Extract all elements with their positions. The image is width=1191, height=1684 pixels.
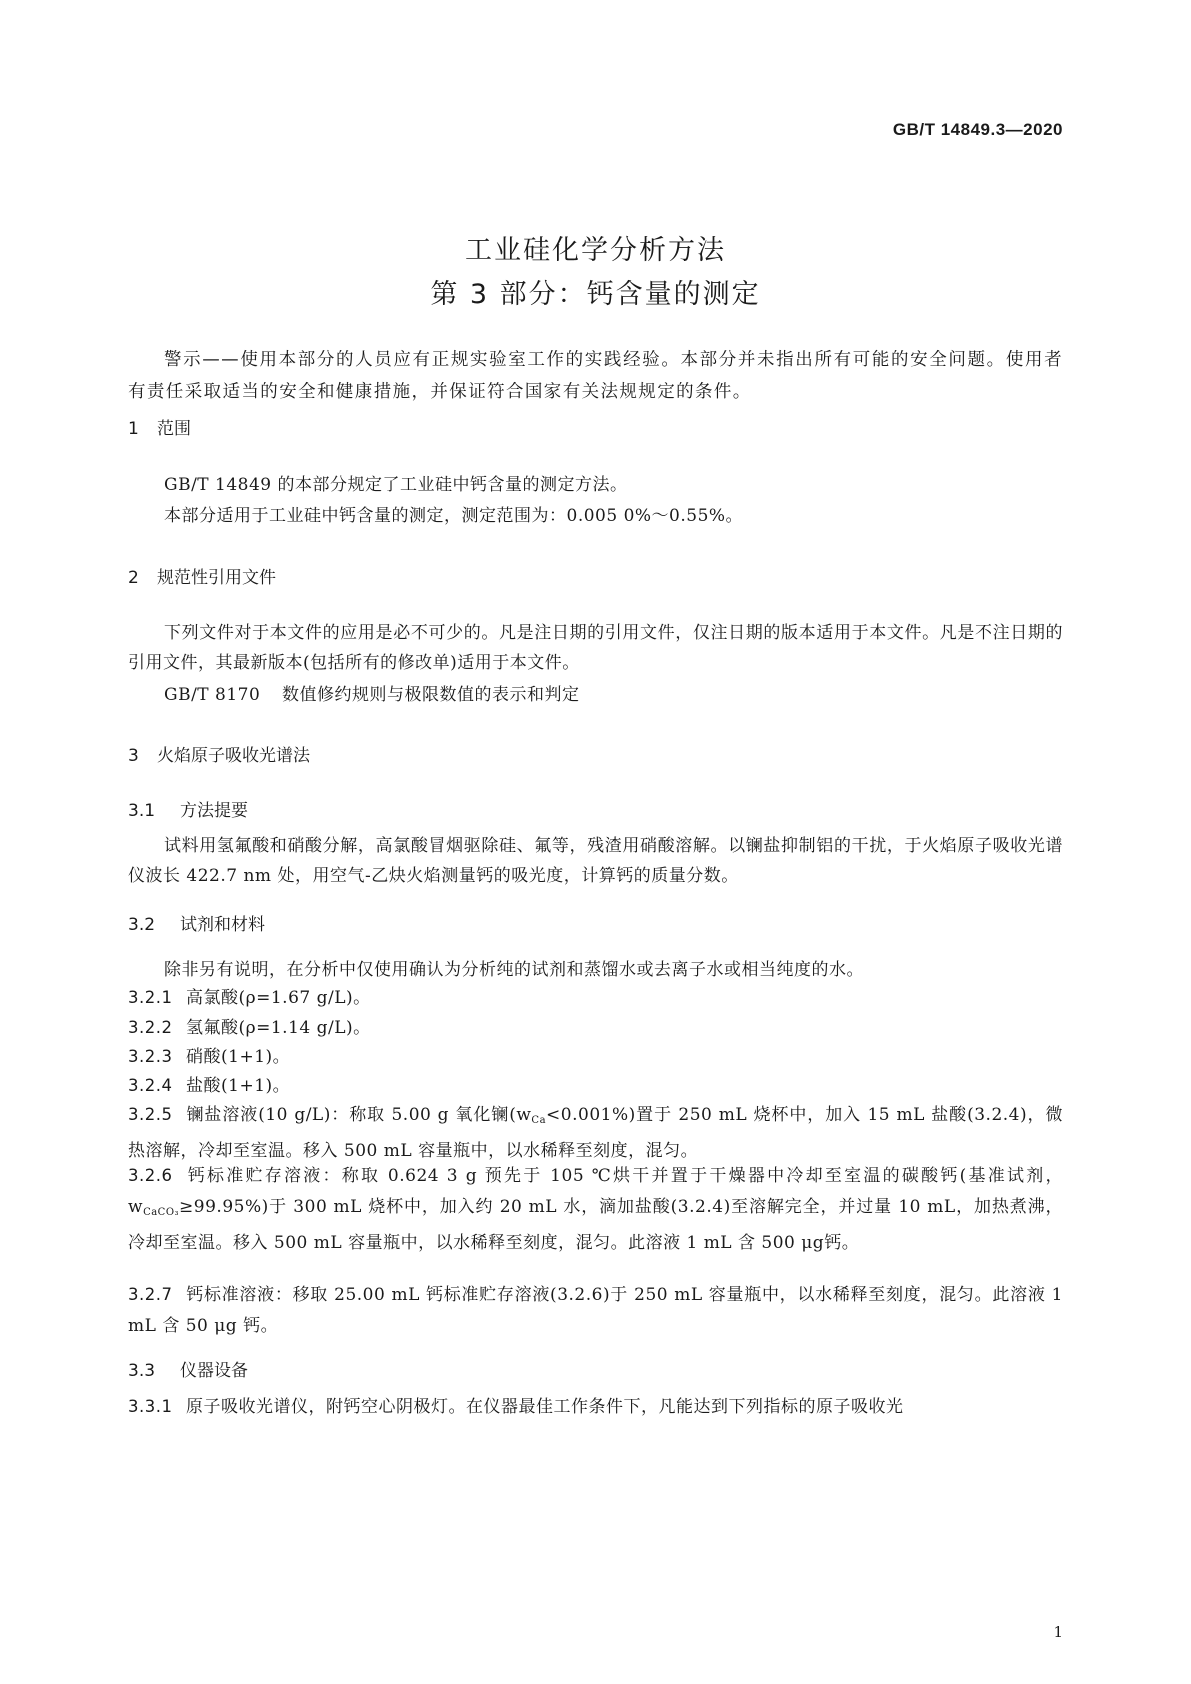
section-3-2-heading (128, 910, 265, 935)
item-text: 氢氟酸(ρ=1.14 g/L)。 (186, 1018, 371, 1038)
normative-reference (164, 680, 580, 705)
section-2-paragraph-1: 下列文件对于本文件的应用是必不可少的。凡是注日期的引用文件，仅注日期的版本适用于本文件。凡是不注日期的引用文件，其最新版本(包括所有的修改单)适用于本文件。 (128, 623, 1063, 673)
section-3-3-heading (128, 1356, 248, 1381)
item-text: 盐酸(1+1)。 (186, 1076, 291, 1096)
item-text-b: ≥99.95%)于 300 mL 烧杯中，加入约 20 mL 水，滴加盐酸(3.2.4)至溶解完全，并过量 10 mL，加热煮沸，冷却至室温。移入 500 mL 容量瓶中，以水稀释至刻度，混匀。此溶液 1 mL 含 500 μg钙。 (128, 1197, 1063, 1253)
section-number: 3.3 (128, 1361, 156, 1381)
section-title: 范围 (157, 419, 191, 439)
item-3-2-5 (128, 1099, 1063, 1167)
item-3-3-1 (128, 1391, 1063, 1423)
section-3-1-paragraph: 试料用氢氟酸和硝酸分解，高氯酸冒烟驱除硅、氟等，残渣用硝酸溶解。以镧盐抑制铝的干扰，于火焰原子吸收光谱仪波长 422.7 nm 处，用空气-乙炔火焰测量钙的吸光度，计算钙的质量分数。 (128, 836, 1063, 886)
section-number: 3.2 (128, 915, 156, 935)
item-3-2-1 (128, 982, 1063, 1014)
section-title: 仪器设备 (180, 1361, 248, 1381)
section-number: 3 (128, 746, 139, 766)
item-text-a: 镧盐溶液(10 g/L)：称取 5.00 g 氧化镧(w (186, 1105, 532, 1125)
section-1-heading (128, 414, 191, 439)
section-title: 规范性引用文件 (157, 568, 276, 588)
section-number: 2 (128, 568, 139, 588)
section-3-1-heading (128, 796, 248, 821)
item-3-2-4 (128, 1070, 1063, 1102)
document-subtitle: 第 3 部分：钙含量的测定 (430, 279, 761, 310)
section-title: 试剂和材料 (180, 915, 265, 935)
item-number: 3.2.4 (128, 1076, 173, 1095)
item-text: 高氯酸(ρ=1.67 g/L)。 (186, 988, 371, 1008)
section-1-paragraph-2: 本部分适用于工业硅中钙含量的测定，测定范围为：0.005 0%～0.55%。 (164, 506, 744, 526)
item-3-2-2 (128, 1012, 1063, 1044)
item-number: 3.2.6 (128, 1166, 173, 1185)
item-number: 3.2.7 (128, 1285, 173, 1304)
item-text: 硝酸(1+1)。 (186, 1047, 291, 1067)
standard-code: GB/T 14849.3—2020 (892, 120, 1063, 139)
item-3-2-6 (128, 1160, 1063, 1259)
section-3-heading (128, 741, 310, 766)
section-1-paragraph-1: GB/T 14849 的本部分规定了工业硅中钙含量的测定方法。 (164, 475, 628, 495)
item-number: 3.2.1 (128, 988, 173, 1007)
subscript: CaCO₃ (143, 1207, 180, 1218)
subscript: Ca (531, 1115, 547, 1126)
item-number: 3.2.2 (128, 1018, 173, 1037)
section-number: 3.1 (128, 801, 156, 821)
section-title: 方法提要 (180, 801, 248, 821)
item-text-a: 钙标准贮存溶液：称取 0.624 3 g 预先于 105 ℃烘干并置于干燥器中冷却至室温的碳酸钙(基准试剂，w (128, 1166, 1063, 1217)
document-title: 工业硅化学分析方法 (465, 235, 726, 266)
warning-paragraph: 警示——使用本部分的人员应有正规实验室工作的实践经验。本部分并未指出所有可能的安全问题。使用者有责任采取适当的安全和健康措施，并保证符合国家有关法规规定的条件。 (128, 350, 1063, 402)
item-number: 3.2.3 (128, 1047, 173, 1066)
item-number: 3.3.1 (128, 1397, 173, 1416)
page-number: 1 (1053, 1623, 1063, 1641)
item-text: 钙标准溶液：移取 25.00 mL 钙标准贮存溶液(3.2.6)于 250 mL 容量瓶中，以水稀释至刻度，混匀。此溶液 1 mL 含 50 μg 钙。 (128, 1285, 1063, 1336)
item-text-b: <0.001%)置于 250 mL 烧杯中，加入 15 mL 盐酸(3.2.4)，微热溶解，冷却至室温。移入 500 mL 容量瓶中，以水稀释至刻度，混匀。 (128, 1105, 1063, 1161)
reference-title: 数值修约规则与极限数值的表示和判定 (282, 685, 580, 705)
item-text: 原子吸收光谱仪，附钙空心阴极灯。在仪器最佳工作条件下，凡能达到下列指标的原子吸收光 (186, 1397, 904, 1417)
item-3-2-3 (128, 1041, 1063, 1073)
section-number: 1 (128, 419, 139, 439)
section-3-2-intro: 除非另有说明，在分析中仅使用确认为分析纯的试剂和蒸馏水或去离子水或相当纯度的水。 (164, 960, 864, 980)
section-title: 火焰原子吸收光谱法 (157, 746, 310, 766)
section-2-heading (128, 563, 276, 588)
item-number: 3.2.5 (128, 1105, 173, 1124)
reference-code: GB/T 8170 (164, 685, 261, 705)
item-3-2-7 (128, 1279, 1063, 1342)
